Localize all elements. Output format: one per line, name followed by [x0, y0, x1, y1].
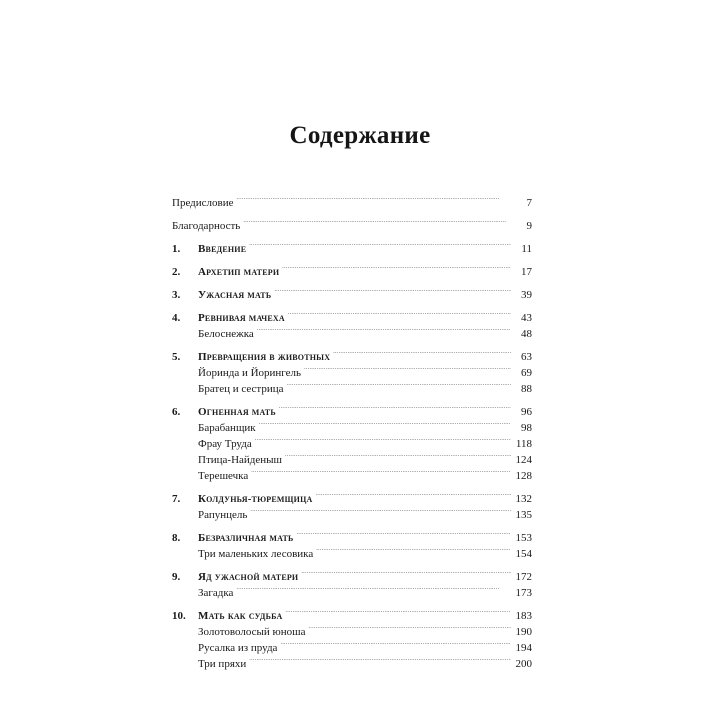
page-number: 118 — [515, 438, 532, 450]
page-number: 9 — [526, 220, 532, 232]
entry-title: Колдунья-тюремщица — [198, 493, 313, 505]
page-number: 183 — [515, 610, 532, 622]
dot-leader — [304, 360, 511, 376]
entry-title: Три пряхи — [198, 658, 247, 670]
page-number: 135 — [515, 509, 532, 521]
dot-leader — [296, 525, 511, 541]
chapter-number: 3. — [172, 289, 181, 301]
entry-title: Ужасная мать — [198, 289, 272, 301]
toc-front-entry — [172, 213, 532, 232]
page-number: 132 — [515, 493, 532, 505]
dot-leader — [259, 415, 511, 431]
entry-title: Предисловие — [172, 197, 234, 209]
dot-leader — [287, 376, 511, 392]
dot-leader — [285, 447, 511, 463]
chapter-number: 2. — [172, 266, 181, 278]
entry-title: Фрау Труда — [198, 438, 252, 450]
entry-title: Братец и сестрица — [198, 383, 284, 395]
page-number: 98 — [521, 422, 532, 434]
dot-leader — [249, 236, 511, 252]
toc-chapter — [172, 282, 532, 301]
chapter-number: 7. — [172, 493, 181, 505]
chapter-number: 6. — [172, 406, 181, 418]
dot-leader — [285, 603, 511, 619]
page-number: 88 — [521, 383, 532, 395]
entry-title: Архетип матери — [198, 266, 280, 278]
entry-title: Золотоволосый юноша — [198, 626, 306, 638]
page-number: 48 — [521, 328, 532, 340]
page-number: 43 — [521, 312, 532, 324]
entry-title: Огненная мать — [198, 406, 276, 418]
page-number: 153 — [515, 532, 532, 544]
dot-leader — [257, 321, 511, 337]
page-number: 69 — [521, 367, 532, 379]
dot-leader — [301, 564, 511, 580]
entry-title: Безразличная мать — [198, 532, 294, 544]
entry-title: Мать как судьба — [198, 610, 283, 622]
entry-title: Введение — [198, 243, 247, 255]
page-number: 154 — [515, 548, 532, 560]
entry-title: Птица-Найденыш — [198, 454, 283, 466]
toc-chapter — [172, 525, 532, 544]
entry-title: Белоснежка — [198, 328, 254, 340]
dot-leader — [250, 502, 511, 518]
entry-title: Превращения в животных — [198, 351, 331, 363]
dot-leader — [236, 580, 511, 596]
chapter-number: 8. — [172, 532, 181, 544]
dot-leader — [282, 259, 511, 275]
entry-title: Ревнивая мачеха — [198, 312, 285, 324]
dot-leader — [243, 213, 511, 229]
dot-leader — [249, 651, 511, 667]
dot-leader — [308, 619, 511, 635]
dot-leader — [274, 282, 511, 298]
page-number: 7 — [526, 197, 532, 209]
dot-leader — [280, 635, 511, 651]
toc-chapter — [172, 564, 532, 583]
chapter-number: 1. — [172, 243, 181, 255]
toc-chapter — [172, 259, 532, 278]
toc-chapter — [172, 305, 532, 324]
toc-chapter — [172, 603, 532, 622]
dot-leader — [316, 541, 511, 557]
page-number: 200 — [515, 658, 532, 670]
page-number: 190 — [515, 626, 532, 638]
toc-chapter — [172, 236, 532, 255]
toc-front-entry — [172, 190, 532, 209]
chapter-number: 10. — [172, 610, 186, 622]
entry-title: Терешечка — [198, 470, 249, 482]
toc-chapter — [172, 344, 532, 363]
entry-title: Русалка из пруда — [198, 642, 278, 654]
page-number: 128 — [515, 470, 532, 482]
dot-leader — [279, 399, 511, 415]
toc-chapter — [172, 399, 532, 418]
page-number: 173 — [515, 587, 532, 599]
table-of-contents — [172, 190, 532, 670]
page-number: 39 — [521, 289, 532, 301]
entry-title: Барабанщик — [198, 422, 256, 434]
page-number: 124 — [515, 454, 532, 466]
entry-title: Загадка — [198, 587, 234, 599]
page-number: 194 — [515, 642, 532, 654]
page-number: 11 — [521, 243, 532, 255]
chapter-number: 5. — [172, 351, 181, 363]
entry-title: Три маленьких лесовика — [198, 548, 314, 560]
entry-title: Благодарность — [172, 220, 241, 232]
entry-title: Йоринда и Йорингель — [198, 367, 302, 379]
dot-leader — [333, 344, 511, 360]
page-title: Содержание — [289, 122, 431, 149]
page-number: 172 — [515, 571, 532, 583]
chapter-number: 9. — [172, 571, 181, 583]
page-number: 17 — [521, 266, 532, 278]
dot-leader — [288, 305, 511, 321]
entry-title: Рапунцель — [198, 509, 248, 521]
dot-leader — [237, 190, 512, 206]
dot-leader — [251, 463, 511, 479]
dot-leader — [316, 486, 512, 502]
entry-title: Яд ужасной матери — [198, 571, 299, 583]
toc-chapter — [172, 486, 532, 505]
dot-leader — [255, 431, 511, 447]
chapter-number: 4. — [172, 312, 181, 324]
page-number: 63 — [521, 351, 532, 363]
page-number: 96 — [521, 406, 532, 418]
